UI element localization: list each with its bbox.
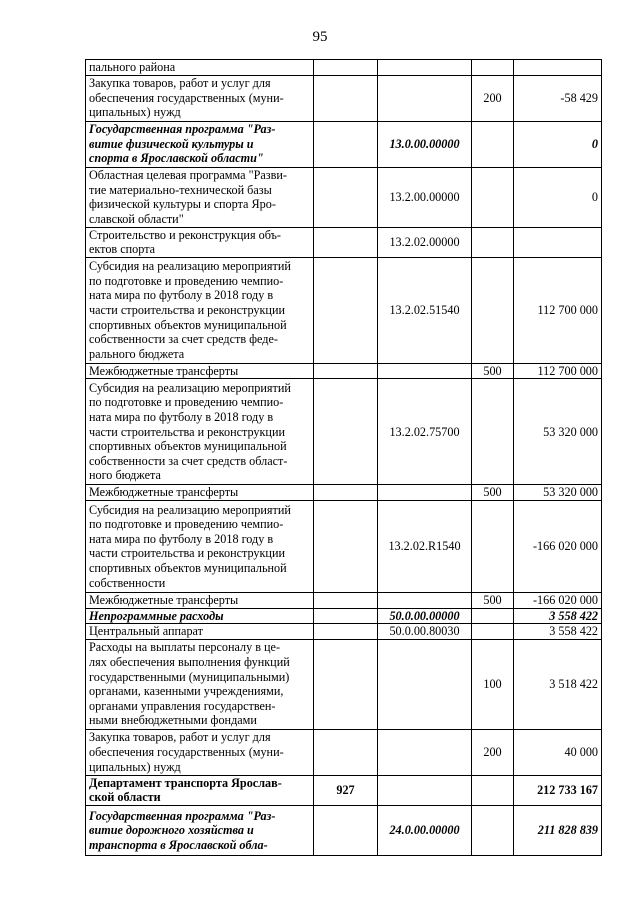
row-dept-cell: [314, 608, 378, 624]
table-row: [86, 729, 602, 775]
table-row: [86, 485, 602, 501]
row-sum-cell: 3 558 422: [514, 608, 602, 624]
row-name-cell: Департамент транспорта Ярослав- ской области: [86, 775, 314, 805]
row-code-cell: 13.2.00.00000: [378, 167, 472, 227]
row-code-cell: 50.0.00.80030: [378, 624, 472, 640]
row-sum-cell: 53 320 000: [514, 485, 602, 501]
row-type-cell: [472, 608, 514, 624]
row-name-cell: пального района: [86, 60, 314, 76]
row-name-cell: Субсидия на реализацию мероприятий по подготовке и проведению чемпио- ната мира по футболу в 2018 году в части строительства и реконструкции спортивных объектов муниципальной собственности: [86, 500, 314, 592]
table-row: [86, 500, 602, 592]
row-code-cell: [378, 639, 472, 729]
row-type-cell: [472, 167, 514, 227]
row-type-cell: 200: [472, 75, 514, 121]
row-sum-cell: 3 518 422: [514, 639, 602, 729]
page-number: 95: [312, 29, 328, 45]
row-sum-cell: 40 000: [514, 729, 602, 775]
row-type-cell: [472, 60, 514, 76]
row-type-cell: 500: [472, 363, 514, 379]
row-code-cell: 13.2.02.00000: [378, 227, 472, 257]
row-dept-cell: [314, 485, 378, 501]
row-name-cell: Закупка товаров, работ и услуг для обеспечения государственных (муни- ципальных) нужд: [86, 75, 314, 121]
budget-table-body: [86, 60, 602, 856]
row-name-cell: Расходы на выплаты персоналу в це- лях обеспечения выполнения функций государственными (муниципальными) органами, казенными учреждениями, органами управления государствен- ными внебюджетными фондами: [86, 639, 314, 729]
table-row: [86, 639, 602, 729]
table-row: [86, 363, 602, 379]
row-code-cell: [378, 75, 472, 121]
table-row: [86, 805, 602, 855]
row-dept-cell: [314, 167, 378, 227]
row-dept-cell: [314, 805, 378, 855]
row-dept-cell: [314, 60, 378, 76]
row-sum-cell: 3 558 422: [514, 624, 602, 640]
row-type-cell: [472, 624, 514, 640]
row-dept-cell: [314, 75, 378, 121]
row-dept-cell: [314, 257, 378, 363]
row-name-cell: Субсидия на реализацию мероприятий по подготовке и проведению чемпио- ната мира по футболу в 2018 году в части строительства и реконструкции спортивных объектов муниципальной собственности за счет средств феде- рального бюджета: [86, 257, 314, 363]
table-row: [86, 592, 602, 608]
row-code-cell: [378, 729, 472, 775]
row-sum-cell: 112 700 000: [514, 363, 602, 379]
row-type-cell: [472, 775, 514, 805]
row-code-cell: 13.2.02.75700: [378, 379, 472, 485]
row-type-cell: [472, 500, 514, 592]
row-sum-cell: 0: [514, 167, 602, 227]
row-type-cell: 500: [472, 485, 514, 501]
row-name-cell: Государственная программа "Раз- витие дорожного хозяйства и транспорта в Ярославской обла-: [86, 805, 314, 855]
row-name-cell: Закупка товаров, работ и услуг для обеспечения государственных (муни- ципальных) нужд: [86, 729, 314, 775]
row-code-cell: 24.0.00.00000: [378, 805, 472, 855]
row-dept-cell: [314, 624, 378, 640]
row-dept-cell: [314, 379, 378, 485]
table-row: [86, 60, 602, 76]
row-sum-cell: 53 320 000: [514, 379, 602, 485]
row-dept-cell: 927: [314, 775, 378, 805]
row-code-cell: 13.0.00.00000: [378, 121, 472, 167]
row-dept-cell: [314, 363, 378, 379]
row-sum-cell: 112 700 000: [514, 257, 602, 363]
row-name-cell: Субсидия на реализацию мероприятий по подготовке и проведению чемпио- ната мира по футболу в 2018 году в части строительства и реконструкции спортивных объектов муниципальной собственности за счет средств област- ного бюджета: [86, 379, 314, 485]
row-dept-cell: [314, 729, 378, 775]
table-row: [86, 75, 602, 121]
row-name-cell: Центральный аппарат: [86, 624, 314, 640]
row-name-cell: Межбюджетные трансферты: [86, 485, 314, 501]
row-code-cell: [378, 485, 472, 501]
row-dept-cell: [314, 639, 378, 729]
table-row: [86, 624, 602, 640]
row-type-cell: 500: [472, 592, 514, 608]
row-dept-cell: [314, 121, 378, 167]
table-row: [86, 608, 602, 624]
row-code-cell: [378, 775, 472, 805]
row-sum-cell: -58 429: [514, 75, 602, 121]
row-type-cell: 100: [472, 639, 514, 729]
row-sum-cell: 0: [514, 121, 602, 167]
row-code-cell: [378, 363, 472, 379]
row-name-cell: Строительство и реконструкция объ- ектов спорта: [86, 227, 314, 257]
table-row: [86, 121, 602, 167]
row-code-cell: [378, 592, 472, 608]
row-sum-cell: [514, 227, 602, 257]
row-sum-cell: -166 020 000: [514, 592, 602, 608]
row-code-cell: 13.2.02.51540: [378, 257, 472, 363]
row-sum-cell: -166 020 000: [514, 500, 602, 592]
row-type-cell: [472, 257, 514, 363]
budget-table: [85, 59, 602, 856]
row-dept-cell: [314, 592, 378, 608]
row-dept-cell: [314, 500, 378, 592]
row-type-cell: [472, 227, 514, 257]
row-code-cell: [378, 60, 472, 76]
row-sum-cell: 212 733 167: [514, 775, 602, 805]
table-row: [86, 379, 602, 485]
row-dept-cell: [314, 227, 378, 257]
row-type-cell: [472, 805, 514, 855]
row-sum-cell: [514, 60, 602, 76]
row-sum-cell: 211 828 839: [514, 805, 602, 855]
row-name-cell: Областная целевая программа "Разви- тие материально-технической базы физической культуры и спорта Яро- славской области": [86, 167, 314, 227]
table-row: [86, 167, 602, 227]
row-code-cell: 50.0.00.00000: [378, 608, 472, 624]
row-name-cell: Государственная программа "Раз- витие физической культуры и спорта в Ярославской области": [86, 121, 314, 167]
table-row: [86, 775, 602, 805]
row-type-cell: [472, 379, 514, 485]
row-type-cell: 200: [472, 729, 514, 775]
row-code-cell: 13.2.02.R1540: [378, 500, 472, 592]
table-row: [86, 257, 602, 363]
row-type-cell: [472, 121, 514, 167]
row-name-cell: Межбюджетные трансферты: [86, 592, 314, 608]
table-row: [86, 227, 602, 257]
row-name-cell: Непрограммные расходы: [86, 608, 314, 624]
row-name-cell: Межбюджетные трансферты: [86, 363, 314, 379]
